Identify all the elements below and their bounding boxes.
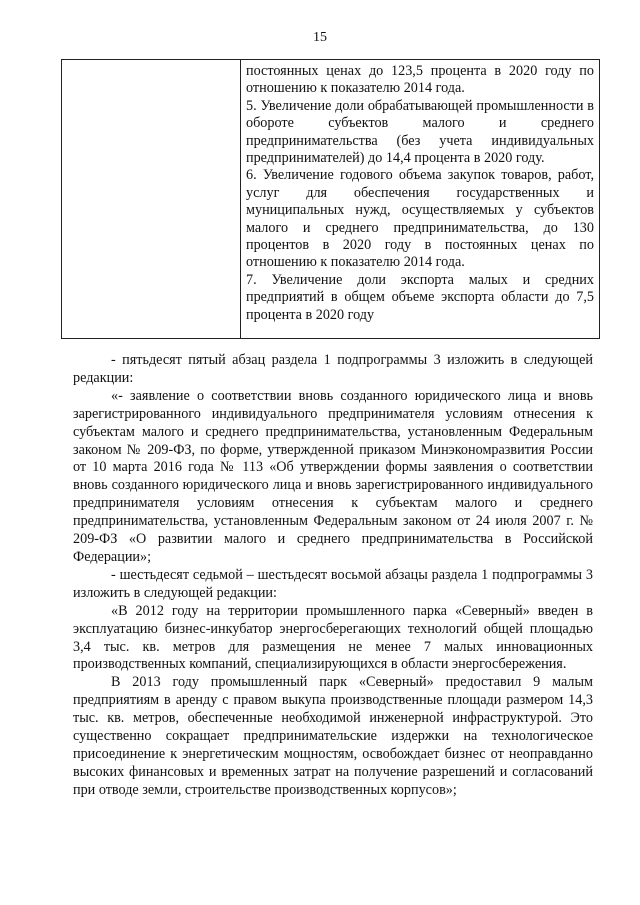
paragraph: - пятьдесят пятый абзац раздела 1 подпрограммы 3 изложить в следующей редакции:: [73, 352, 593, 386]
table-item: 5. Увеличение доли обрабатывающей промышленности в обороте субъектов малого и среднего предпринимательства (без учета индивидуальных предпринимателей) до 14,4 процента в 2020 году.: [246, 97, 594, 167]
body-text: [73, 352, 593, 800]
paragraph: «- заявление о соответствии вновь созданного юридического лица и вновь зарегистрированного индивидуального предпринимателя условиям отнесения к субъектам малого и среднего предпринимательства, установленным Федеральным законом № 209-ФЗ, по форме, утвержденной приказом Минэкономразвития России от 10 марта 2016 года № 113 «Об утверждении формы заявления о соответствии вновь созданного юридического лица и вновь зарегистрированного индивидуального предпринимателя условиям отнесения к субъектам малого и среднего предпринимательства, установленным Федеральным законом от 24 июля 2007 г. № 209-ФЗ «О развитии малого и среднего предпринимательства в Российской Федерации»;: [73, 387, 593, 565]
page-number: 15: [313, 30, 327, 45]
table-empty-column: [62, 60, 241, 338]
table-item: постоянных ценах до 123,5 процента в 2020 году по отношению к показателю 2014 года.: [246, 63, 594, 97]
paragraph: В 2013 году промышленный парк «Северный» предоставил 9 малым предприятиям в аренду с правом выкупа производственные площади размером 14,3 тыс. кв. метров, обеспеченные необходимой инженерной инфраструктурой. Это существенно сокращает предпринимательские издержки на технологическое присоединение к энергетическим мощностям, освобождает бизнес от неоправданно высоких финансовых и временных затрат на получение разрешений и согласований при отводе земли, строительстве производственных корпусов»;: [73, 674, 593, 798]
paragraph: «В 2012 году на территории промышленного парка «Северный» введен в эксплуатацию бизнес-инкубатор энергосберегающих технологий общей площадью 3,4 тыс. кв. метров для размещения не менее 7 малых инновационных производственных компаний, специализирующихся в области энергосбережения.: [73, 602, 593, 673]
table-indicators-cell: [241, 60, 599, 338]
table-item: 7. Увеличение доли экспорта малых и средних предприятий в общем объеме экспорта области до 7,5 процента в 2020 году: [246, 271, 594, 323]
paragraph: - шестьдесят седьмой – шестьдесят восьмой абзацы раздела 1 подпрограммы 3 изложить в следующей редакции:: [73, 566, 593, 601]
indicators-table: [61, 59, 600, 339]
table-item: 6. Увеличение годового объема закупок товаров, работ, услуг для обеспечения государственных и муниципальных нужд, осуществляемых у субъектов малого и среднего предпринимательства, до 130 процентов в 2020 году в постоянных ценах по отношению к показателю 2014 года.: [246, 167, 594, 271]
